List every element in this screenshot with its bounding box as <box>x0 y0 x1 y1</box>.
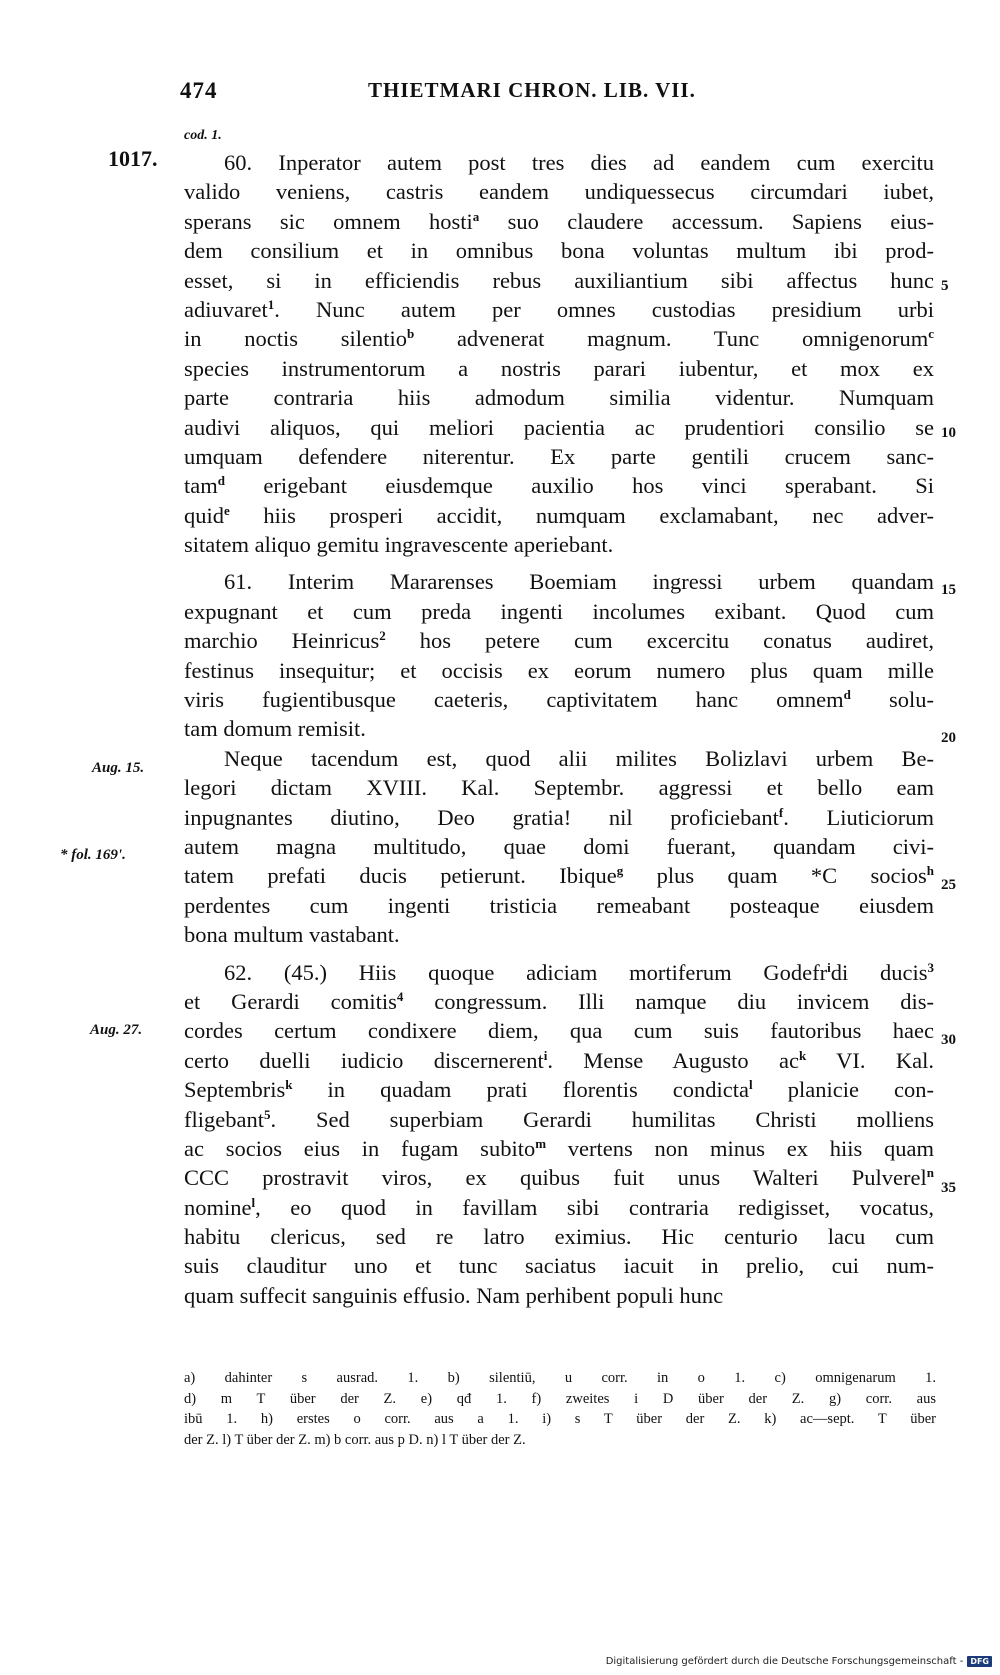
text-line: esset, si in efficiendis rebus auxiliantium sibi affectus hunc <box>184 267 934 293</box>
text-line: tam$^d$ erigebant eiusdemque auxilio hos vinci sperabant. Si <box>184 473 934 499</box>
text-line: 61. Interim Mararenses Boemiam ingressi urbem quandam <box>224 569 934 595</box>
margin-year: 1017. <box>108 146 158 171</box>
footnote-marker: f <box>778 804 784 820</box>
codex-note: cod. 1. <box>184 128 222 143</box>
line-number: 20 <box>941 730 956 746</box>
text-line: ac socios eius in fugam subito$^m$ vertens non minus ex hiis quam <box>184 1135 934 1161</box>
footnote-marker: d <box>217 473 225 489</box>
text-line: quid$^e$ hiis prosperi accidit, numquam exclamabant, nec adver- <box>184 502 934 528</box>
text-line: viris fugientibusque caeteris, captivitatem hanc omnem$^d$ solu- <box>184 687 934 713</box>
footnote-marker: 5 <box>263 1106 271 1122</box>
text-line: audivi aliquos, qui meliori pacientia ac prudentiori consilio se <box>184 414 934 440</box>
text-line: tam domum remisit. <box>184 716 366 742</box>
text-line: cordes certum condixere diem, qua cum suis fautoribus haec <box>184 1018 934 1044</box>
text-line: dem consilium et in omnibus bona voluntas multum ibi prod- <box>184 238 934 264</box>
text-line: valido veniens, castris eandem undiquessecus circumdari iubet, <box>184 179 934 205</box>
text-line: sitatem aliquo gemitu ingravescente aperiebant. <box>184 532 614 558</box>
text-line: habitu clericus, sed re latro eximius. Hic centurio lacu cum <box>184 1224 934 1250</box>
margin-date-aug27: Aug. 27. <box>90 1022 143 1038</box>
paragraph-62 <box>184 958 934 1311</box>
main-text <box>184 148 934 1310</box>
text-line: marchio Heinricus$^2$ hos petere cum excercitu conatus audiret, <box>184 628 934 654</box>
margin-date-aug15: Aug. 15. <box>92 760 145 776</box>
digitization-credit <box>606 1656 992 1667</box>
text-line: fligebant$^5$. Sed superbiam Gerardi humilitas Christi molliens <box>184 1106 934 1132</box>
line-number: 5 <box>941 278 949 294</box>
credit-text: Digitalisierung gefördert durch die Deutsche Forschungsgemeinschaft - <box>605 1656 964 1667</box>
text-line: tatem prefati ducis petierunt. Ibique$^g$ plus quam *C socios$^h$ <box>184 863 934 889</box>
line-number: 10 <box>941 425 956 441</box>
footnote-line: d) m T über der Z. e) qđ 1. f) zweites i D über der Z. g) corr. aus <box>184 1390 936 1407</box>
line-number: 25 <box>941 877 956 893</box>
footnote-marker: 3 <box>927 959 934 975</box>
dfg-logo: DFG <box>967 1656 992 1667</box>
running-title: THIETMARI CHRON. LIB. VII. <box>368 78 696 102</box>
footnote-marker: i <box>827 959 831 975</box>
text-line: perdentes cum ingenti tristicia remeabant posteaque eiusdem <box>184 892 934 918</box>
line-number: 15 <box>941 582 956 598</box>
footnote-marker: k <box>285 1077 293 1093</box>
paragraph-61 <box>184 567 934 743</box>
text-line: adiuvaret$^1$. Nunc autem per omnes custodias presidium urbi <box>184 296 934 322</box>
footnote-marker: k <box>798 1047 807 1063</box>
paragraph-61-continued <box>184 744 934 950</box>
footnote-marker: a <box>472 208 480 224</box>
text-line: Septembris$^k$ in quadam prati florentis condicta$^l$ planicie con- <box>184 1077 934 1103</box>
footnote-marker: i <box>543 1047 548 1063</box>
text-line: et Gerardi comitis$^4$ congressum. Illi namque diu invicem dis- <box>184 988 934 1014</box>
margin-folio: * fol. 169'. <box>60 847 126 863</box>
footnote-marker: 2 <box>379 628 386 644</box>
text-line: quam suffecit sanguinis effusio. Nam perhibent populi hunc <box>184 1282 724 1308</box>
text-line: legori dictam XVIII. Kal. Septembr. aggressi et bello eam <box>184 775 934 801</box>
text-line: suis clauditur uno et tunc saciatus iacuit in prelio, cui num- <box>184 1253 934 1279</box>
text-line: certo duelli iudicio discernerent$^i$. Mense Augusto $ac^k$ VI. Kal. <box>184 1047 934 1073</box>
footnote-marker: h <box>926 863 934 879</box>
footnote-marker: g <box>616 863 624 879</box>
footnotes <box>184 1368 936 1450</box>
footnote-marker: n <box>926 1165 934 1181</box>
text-line: CCC prostravit viros, ex quibus fuit unus Walteri Pulverel$^n$ <box>184 1165 934 1191</box>
text-line: 62. (45.) Hiis quoque adiciam mortiferum Godefr$^i$di ducis$^3$ <box>224 959 934 985</box>
text-line: umquam defendere niterentur. Ex parte gentili crucem sanc- <box>184 443 934 469</box>
footnote-line: der Z. l) T über der Z. m) b corr. aus p D. n) l T über der Z. <box>184 1431 526 1448</box>
footnote-marker: b <box>406 326 415 342</box>
text-line: parte contraria hiis admodum similia videntur. Numquam <box>184 385 934 411</box>
footnote-marker: c <box>928 326 934 342</box>
text-line: 60. Inperator autem post tres dies ad eandem cum exercitu <box>224 150 934 175</box>
footnote-marker: 1 <box>267 296 275 312</box>
text-line: sperans sic omnem hosti$^a$ suo claudere accessum. Sapiens eius- <box>184 208 934 234</box>
page-header <box>180 78 880 108</box>
footnote-marker: 4 <box>396 988 404 1004</box>
footnote-marker: d <box>843 687 851 703</box>
page-number: 474 <box>180 78 218 103</box>
footnote-line: a) dahinter s ausrad. 1. b) silentiū, u corr. in o 1. c) omnigenarum 1. <box>184 1370 936 1386</box>
text-line: Neque tacendum est, quod alii milites Bolizlavi urbem Be- <box>224 745 934 771</box>
text-line: festinus insequitur; et occisis ex eorum numero plus quam mille <box>184 657 934 683</box>
text-line: inpugnantes diutino, Deo gratia! nil proficiebant$^f$. Liuticiorum <box>184 804 934 830</box>
footnote-marker: e <box>224 502 230 518</box>
text-line: species instrumentorum a nostris parari iubentur, et mox ex <box>184 355 934 381</box>
text-line: bona multum vastabant. <box>184 922 400 948</box>
line-number: 30 <box>941 1032 956 1048</box>
line-number: 35 <box>941 1180 956 1196</box>
footnote-marker: m <box>535 1135 547 1151</box>
text-line: nomine$^l$, eo quod in favillam sibi contraria redigisset, vocatus, <box>184 1194 934 1220</box>
footnote-line: ibū 1. h) erstes o corr. aus a 1. i) s T über der Z. k) ac—sept. T über <box>184 1411 936 1427</box>
text-line: autem magna multitudo, quae domi fuerant, quandam civi- <box>184 833 934 859</box>
paragraph-60 <box>184 148 934 559</box>
text-line: in noctis silentio$^b$ advenerat magnum. Tunc omnigenorum$^c$ <box>184 326 934 352</box>
footnote-marker: l <box>251 1194 256 1210</box>
footnote-marker: l <box>749 1077 753 1093</box>
text-line: expugnant et cum preda ingenti incolumes exibant. Quod cum <box>184 598 934 624</box>
